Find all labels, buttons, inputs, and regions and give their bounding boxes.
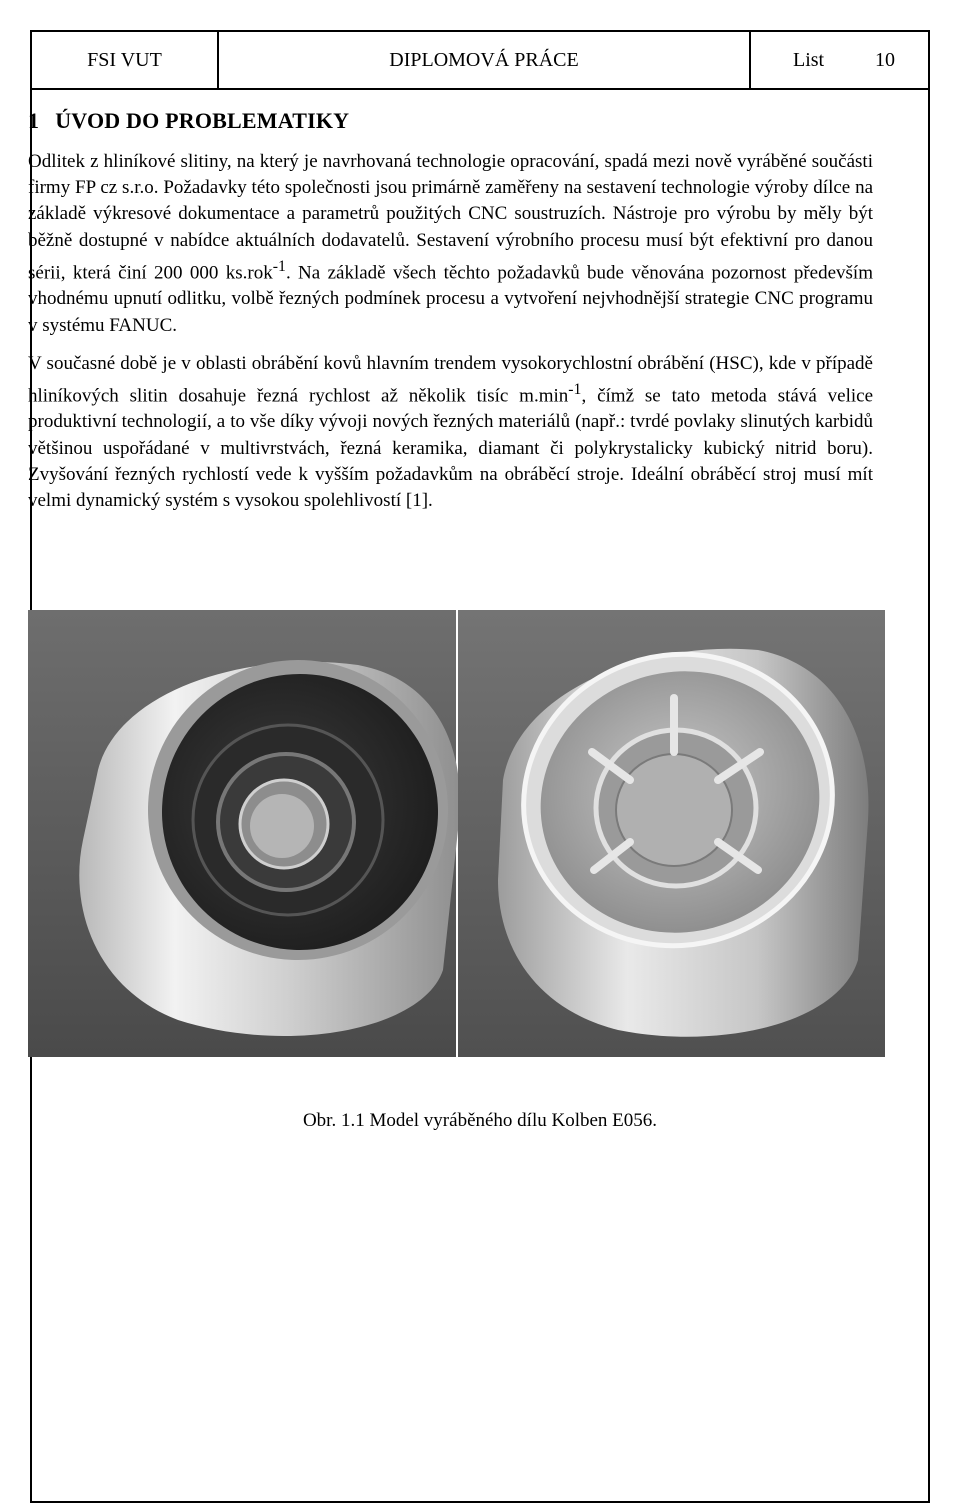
paragraph-2	[28, 351, 873, 515]
page-content	[28, 106, 873, 514]
paragraph-1-superscript: -1	[272, 257, 286, 275]
section-number: 1	[28, 108, 40, 133]
figure-caption: Obr. 1.1 Model vyráběného dílu Kolben E056.	[302, 1110, 658, 1131]
page-header	[32, 32, 928, 90]
paragraph-1-text-end: . Na základě všech těchto požadavků bude věnována pozornost především vhodnému upnutí odlitku, volbě řezných podmínek procesu a vytvoření nejvhodnější strategie CNC programu v systému FANUC.	[28, 262, 873, 336]
figure-render	[28, 580, 885, 1058]
section-title: ÚVOD DO PROBLEMATIKY	[55, 108, 350, 133]
header-document-type: DIPLOMOVÁ PRÁCE	[217, 32, 749, 88]
header-sheet	[749, 32, 928, 88]
paragraph-1-text: Odlitek z hliníkové slitiny, na který je navrhovaná technologie opracování, spadá mezi nově vyráběné součásti firmy FP cz s.r.o. Požadavky této společnosti jsou primárně zaměřeny na sestavení technologie výroby dílce na základě výkresové dokumentace a parametrů použitých CNC soustruzích. Nástroje pro výrobu by měly být běžně dostupné v nabídce aktuálních dodavatelů. Sestavení výrobního procesu musí být efektivní pro danou sérii, která činí 200 000 ks.rok	[28, 151, 873, 284]
header-sheet-label: List	[793, 48, 825, 71]
paragraph-2-text: V současné době je v oblasti obrábění kovů hlavním trendem vysokorychlostní obrábění (HSC), kde v případě hliníkových slitin dosahuje řezná rychlost až několik tisíc m.min	[28, 352, 873, 407]
header-sheet-number: 10	[875, 48, 895, 71]
section-heading	[28, 106, 873, 136]
paragraph-2-text-end: , čímž se tato metoda stává velice produktivní technologií, a to vše díky vývoji nových řezných materiálů (např.: tvrdé povlaky slinutých karbidů většinou uspořádané v multivrstvách, řezná keramika, diamant či polykrystalicky kubický nitrid boru). Zvyšování řezných rychlostí vede k vyšším požadavkům na obráběcí stroje. Ideální obráběcí stroj musí mít velmi dynamický systém s vysokou spolehlivostí [1].	[28, 385, 874, 512]
figure-part-model	[28, 580, 885, 1058]
header-institution: FSI VUT	[87, 48, 162, 71]
paragraph-2-superscript: -1	[568, 380, 582, 398]
paragraph-1	[28, 149, 873, 339]
